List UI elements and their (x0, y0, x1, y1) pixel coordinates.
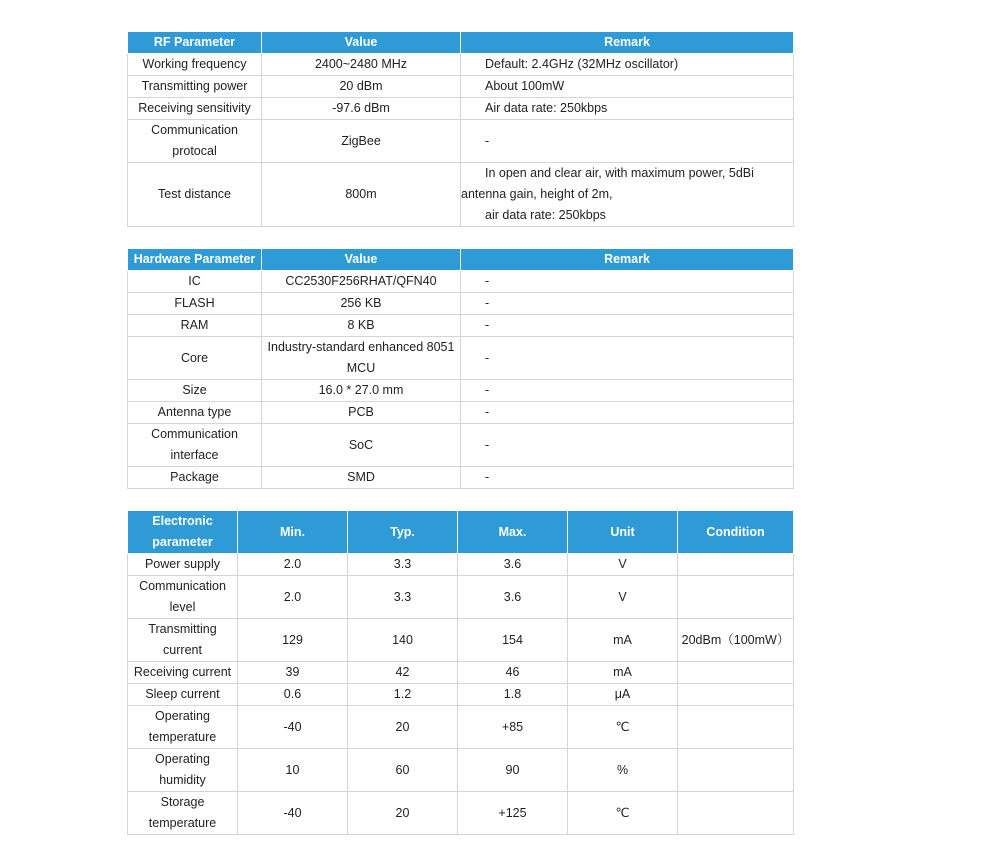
el-header-max: Max. (458, 511, 568, 554)
min-cell: 39 (238, 662, 348, 684)
param-line: temperature (148, 730, 217, 744)
unit-cell: V (568, 554, 678, 576)
param-cell: Receiving current (128, 662, 238, 684)
param-cell: Sleep current (128, 684, 238, 706)
typ-cell: 1.2 (348, 684, 458, 706)
param-line: Communication (139, 579, 226, 593)
param-line: Operating (155, 709, 210, 723)
max-cell: 3.6 (458, 576, 568, 619)
unit-cell: ℃ (568, 792, 678, 835)
remark-cell: - (461, 120, 794, 163)
table-row (128, 749, 794, 792)
param-cell: Antenna type (128, 402, 262, 424)
param-cell: Receiving sensitivity (128, 98, 262, 120)
hw-header-value: Value (262, 249, 461, 271)
typ-cell: 60 (348, 749, 458, 792)
param-line: temperature (148, 816, 217, 830)
condition-cell (678, 792, 794, 835)
max-cell: +85 (458, 706, 568, 749)
value-cell: 800m (262, 163, 461, 227)
table-row (128, 619, 794, 662)
unit-cell: V (568, 576, 678, 619)
remark-cell: - (461, 424, 794, 467)
max-cell: +125 (458, 792, 568, 835)
table-row (128, 315, 794, 337)
param-line: current (163, 643, 202, 657)
table-row (128, 792, 794, 835)
el-header-unit: Unit (568, 511, 678, 554)
header-line: Electronic (152, 514, 213, 528)
remark-cell: - (461, 467, 794, 489)
remark-line-text: In open and clear air, with maximum power, 5dBi (485, 166, 754, 180)
param-cell (128, 792, 238, 835)
param-cell: Transmitting power (128, 76, 262, 98)
condition-cell (678, 554, 794, 576)
header-line: parameter (152, 535, 213, 549)
value-cell: 2400~2480 MHz (262, 54, 461, 76)
remark-cell: - (461, 402, 794, 424)
el-header-min: Min. (238, 511, 348, 554)
min-cell: 129 (238, 619, 348, 662)
table-row (128, 76, 794, 98)
param-line: Operating (155, 752, 210, 766)
remark-cell: About 100mW (461, 76, 794, 98)
min-cell: 10 (238, 749, 348, 792)
remark-cell: - (461, 337, 794, 380)
rf-header-parameter: RF Parameter (128, 32, 262, 54)
condition-cell (678, 662, 794, 684)
typ-cell: 20 (348, 792, 458, 835)
electronic-parameter-table (127, 510, 794, 835)
param-cell: Size (128, 380, 262, 402)
param-cell: Working frequency (128, 54, 262, 76)
min-cell: -40 (238, 706, 348, 749)
value-cell: ZigBee (262, 120, 461, 163)
param-cell (128, 120, 262, 163)
typ-cell: 3.3 (348, 576, 458, 619)
value-cell: SoC (262, 424, 461, 467)
min-cell: -40 (238, 792, 348, 835)
param-line: Communication (151, 123, 238, 137)
unit-cell: ℃ (568, 706, 678, 749)
remark-line (461, 205, 791, 226)
unit-cell: mA (568, 619, 678, 662)
table-row (128, 54, 794, 76)
param-cell: Core (128, 337, 262, 380)
min-cell: 0.6 (238, 684, 348, 706)
table-row (128, 402, 794, 424)
min-cell: 2.0 (238, 554, 348, 576)
value-cell: 20 dBm (262, 76, 461, 98)
typ-cell: 42 (348, 662, 458, 684)
typ-cell: 3.3 (348, 554, 458, 576)
remark-cell (461, 163, 794, 227)
table-row (128, 706, 794, 749)
table-row (128, 467, 794, 489)
remark-cell: - (461, 315, 794, 337)
remark-cell: Air data rate: 250kbps (461, 98, 794, 120)
remark-cell: - (461, 380, 794, 402)
remark-cell: - (461, 271, 794, 293)
value-cell (262, 337, 461, 380)
remark-cell: - (461, 293, 794, 315)
rf-parameter-table (127, 31, 794, 227)
hw-header-row (128, 249, 794, 271)
value-cell: 8 KB (262, 315, 461, 337)
remark-line: antenna gain, height of 2m, (461, 187, 613, 201)
param-cell: Power supply (128, 554, 238, 576)
remark-cell: Default: 2.4GHz (32MHz oscillator) (461, 54, 794, 76)
remark-line (461, 163, 791, 184)
max-cell: 46 (458, 662, 568, 684)
param-cell (128, 749, 238, 792)
max-cell: 3.6 (458, 554, 568, 576)
param-cell: FLASH (128, 293, 262, 315)
el-header-row (128, 511, 794, 554)
table-row (128, 576, 794, 619)
table-row (128, 662, 794, 684)
param-cell (128, 424, 262, 467)
param-line: Storage (160, 795, 205, 809)
hardware-parameter-table (127, 248, 794, 489)
table-row (128, 554, 794, 576)
param-cell (128, 619, 238, 662)
value-cell: 256 KB (262, 293, 461, 315)
condition-cell (678, 749, 794, 792)
param-cell: RAM (128, 315, 262, 337)
table-row (128, 98, 794, 120)
param-line: protocal (172, 144, 217, 158)
hw-header-parameter: Hardware Parameter (128, 249, 262, 271)
el-header-parameter (128, 511, 238, 554)
rf-header-value: Value (262, 32, 461, 54)
value-line: MCU (346, 361, 376, 375)
rf-header-remark: Remark (461, 32, 794, 54)
condition-cell (678, 706, 794, 749)
param-cell: IC (128, 271, 262, 293)
param-line: humidity (159, 773, 206, 787)
table-row (128, 380, 794, 402)
el-header-condition: Condition (678, 511, 794, 554)
value-line: Industry-standard enhanced 8051 (267, 340, 455, 354)
typ-cell: 140 (348, 619, 458, 662)
value-cell: PCB (262, 402, 461, 424)
param-cell: Test distance (128, 163, 262, 227)
el-header-typ: Typ. (348, 511, 458, 554)
value-cell: -97.6 dBm (262, 98, 461, 120)
rf-header-row (128, 32, 794, 54)
max-cell: 90 (458, 749, 568, 792)
param-line: Transmitting (148, 622, 217, 636)
param-cell (128, 576, 238, 619)
param-cell: Package (128, 467, 262, 489)
condition-cell (678, 684, 794, 706)
unit-cell: % (568, 749, 678, 792)
table-row (128, 120, 794, 163)
min-cell: 2.0 (238, 576, 348, 619)
unit-cell: mA (568, 662, 678, 684)
param-line: interface (170, 448, 219, 462)
unit-cell: μA (568, 684, 678, 706)
hw-header-remark: Remark (461, 249, 794, 271)
table-row (128, 293, 794, 315)
remark-line-text: air data rate: 250kbps (485, 208, 606, 222)
condition-cell: 20dBm（100mW） (678, 619, 794, 662)
param-cell (128, 706, 238, 749)
max-cell: 1.8 (458, 684, 568, 706)
typ-cell: 20 (348, 706, 458, 749)
max-cell: 154 (458, 619, 568, 662)
param-line: level (169, 600, 196, 614)
table-row (128, 271, 794, 293)
param-line: Communication (151, 427, 238, 441)
value-cell: 16.0 * 27.0 mm (262, 380, 461, 402)
condition-cell (678, 576, 794, 619)
table-row (128, 684, 794, 706)
table-row (128, 424, 794, 467)
value-cell: CC2530F256RHAT/QFN40 (262, 271, 461, 293)
table-row (128, 163, 794, 227)
value-cell: SMD (262, 467, 461, 489)
table-row (128, 337, 794, 380)
